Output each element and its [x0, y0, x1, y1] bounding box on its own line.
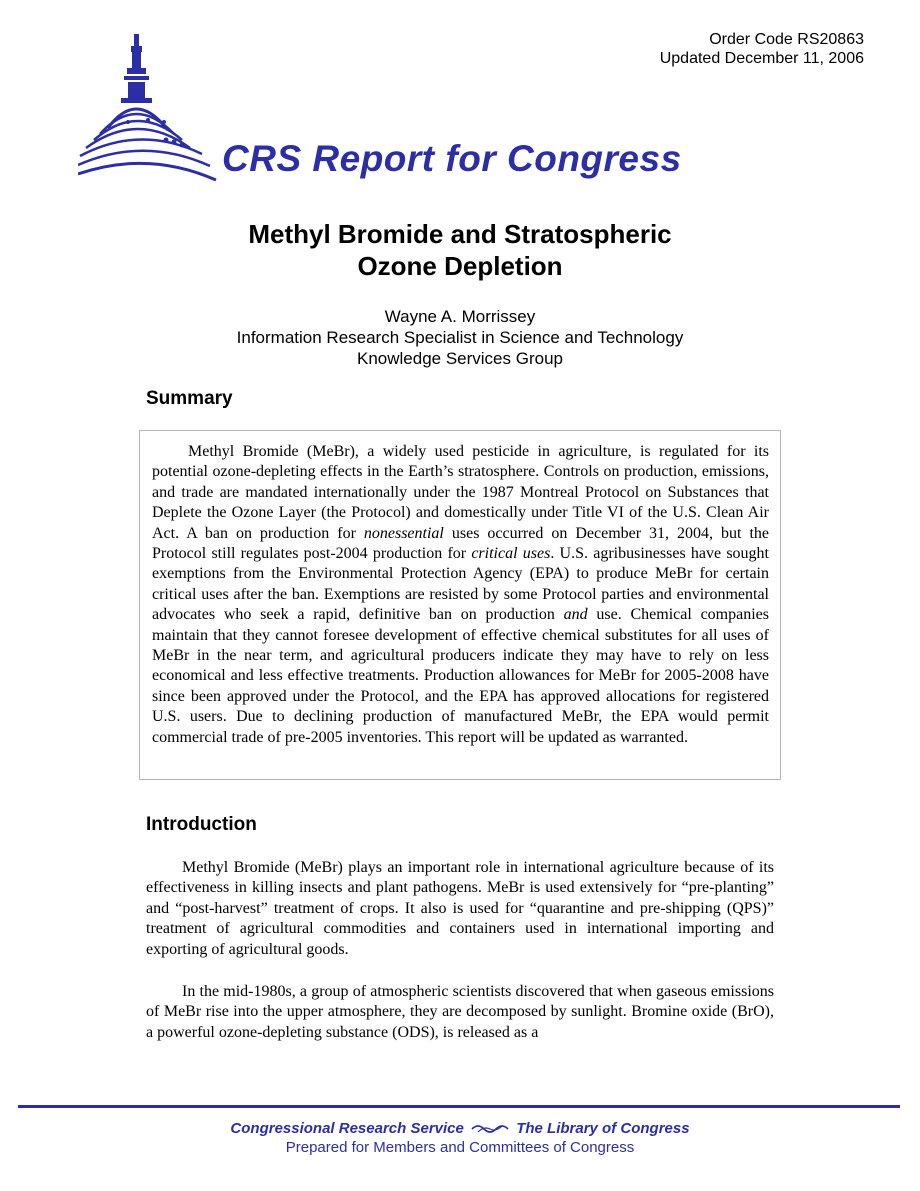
summary-text-3: . U.S. agribusinesses have sought exemptions from the Environmental Protection Agency (EPA) to produce MeBr for certain critical uses after the ban. Exemptions are resisted by some Protocol parties and environmental advocates who seek a rapid, definitive ban on production [152, 545, 770, 624]
author-name: Wayne A. Morrissey [384, 307, 536, 326]
summary-text-2: uses occurred on December 31, 2004, but the Protocol still regulates post-2004 production for [152, 524, 769, 563]
summary-emphasis-nonessential: nonessential [363, 524, 444, 542]
footer-divider [18, 1105, 900, 1108]
summary-box [139, 430, 781, 780]
footer-library: The Library of Congress [516, 1120, 690, 1137]
author-block [0, 306, 920, 369]
document-title [0, 218, 920, 282]
document-title-line1: Methyl Bromide and Stratospheric [248, 219, 672, 249]
capitol-dome-icon [78, 28, 218, 188]
footer-prepared: Prepared for Members and Committees of Congress [285, 1139, 635, 1156]
summary-emphasis-and: and [563, 606, 588, 624]
summary-heading: Summary [146, 388, 233, 409]
summary-text-1: Methyl Bromide (MeBr), a widely used pesticide in agriculture, is regulated for its potential ozone-depleting effects in the Earth’s stratosphere. Controls on production, emissions, and trade are mandated internationally under the 1987 Montreal Protocol on Substances that Deplete the Ozone Layer (the Protocol) and domestically under Title VI of the U.S. Clean Air Act. A ban on production for [152, 443, 769, 542]
footer-org: Congressional Research Service [230, 1120, 464, 1137]
author-role: Information Research Specialist in Science and Technology [236, 328, 684, 347]
introduction-heading: Introduction [146, 814, 257, 835]
introduction-paragraph-1: Methyl Bromide (MeBr) plays an important role in international agriculture because of its effectiveness in killing insects and plant pathogens. MeBr is used extensively for “pre-planting” and “post-harvest” treatment of crops. It also is used for “quarantine and pre-shipping (QPS)” treatment of agricultural commodities and containers used in international importing and exporting of agricultural goods. [146, 859, 774, 958]
summary-text-4: use. Chemical companies maintain that they cannot foresee development of effective chemical substitutes for all uses of MeBr in the near term, and agricultural producers indicate they may have to rely on less economical and less effective treatments. Production allowances for MeBr for 2005-2008 have since been approved under the Protocol, and the EPA has approved allocations for registered U.S. users. Due to declining production of manufactured MeBr, the EPA would permit commercial trade of pre-2005 inventories. This report will be updated as warranted. [152, 606, 769, 746]
ornament-flourish-icon [470, 1123, 510, 1135]
order-code: Order Code RS20863 [709, 31, 864, 48]
order-code-block [660, 30, 864, 68]
updated-date: Updated December 11, 2006 [659, 50, 864, 67]
summary-emphasis-critical-uses: critical uses [471, 545, 551, 563]
footer-organization-line [0, 1120, 920, 1137]
introduction-paragraph-2: In the mid-1980s, a group of atmospheric scientists discovered that when gaseous emissions of MeBr rise into the upper atmosphere, they are decomposed by sunlight. Bromine oxide (BrO), a powerful ozone-depleting substance (ODS), is released as a [146, 983, 774, 1041]
document-title-line2: Ozone Depletion [357, 251, 563, 281]
summary-paragraph [152, 442, 769, 748]
report-series-title: CRS Report for Congress [222, 138, 682, 179]
author-group: Knowledge Services Group [356, 349, 563, 368]
